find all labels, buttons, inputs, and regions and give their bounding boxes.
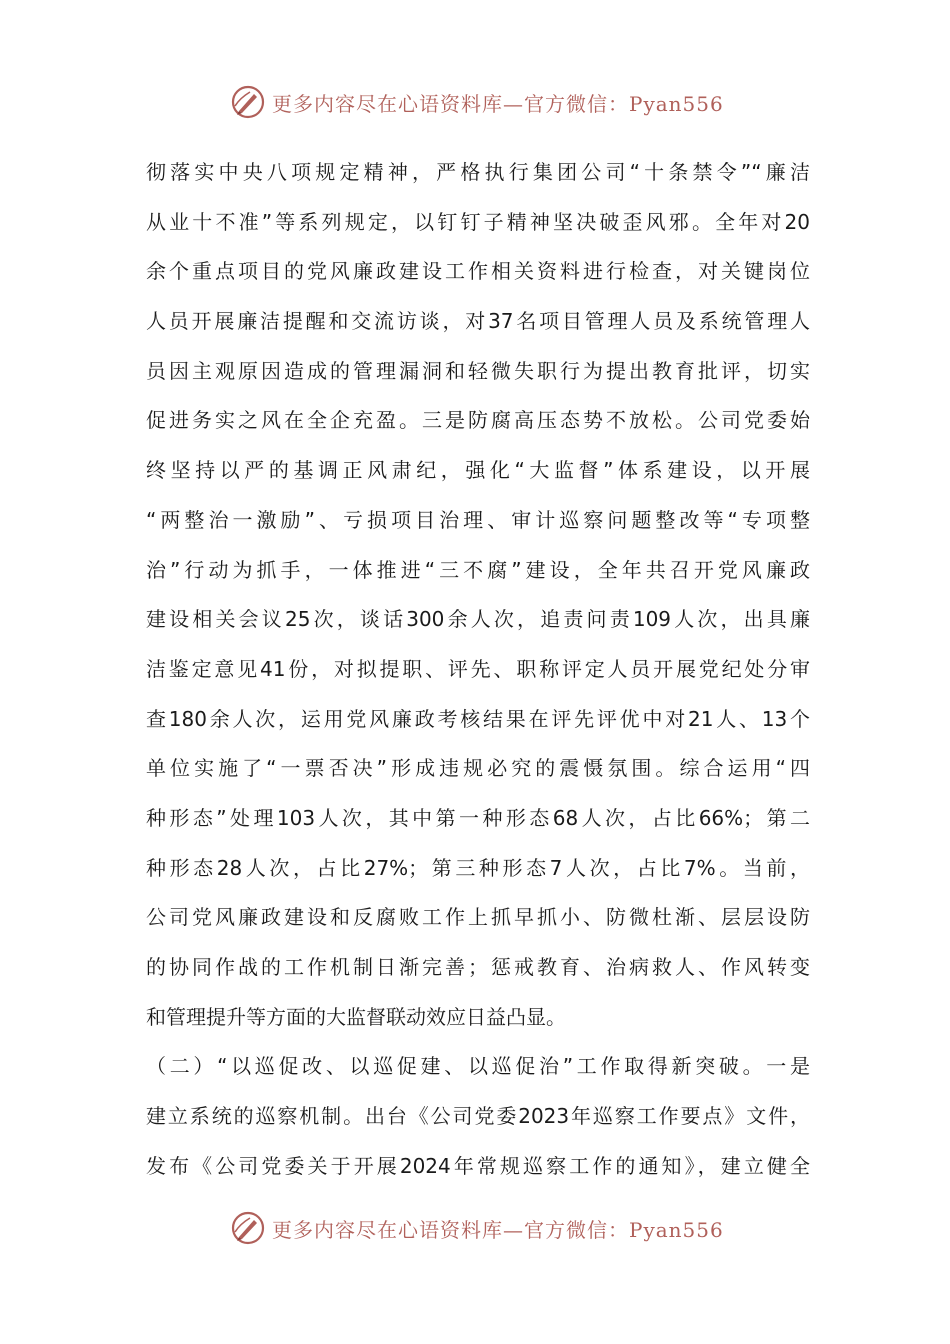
paragraph-line: 终坚持以严的基调正风肃纪，强化“大监督”体系建设，以开展 (146, 458, 810, 483)
paragraph-line: 彻落实中央八项规定精神，严格执行集团公司“十条禁令”“廉洁 (146, 160, 810, 184)
paragraph-line: 单位实施了“一票否决”形成违规必究的震慑氛围。综合运用“四 (146, 756, 810, 781)
footer-banner-text: 更多内容尽在心语资料库—官方微信：Pyan556 (272, 1217, 724, 1242)
paragraph-line: 的协同作战的工作机制日渐完善；惩戒教育、治病救人、作风转变 (146, 955, 810, 979)
header-banner-text: 更多内容尽在心语资料库—官方微信：Pyan556 (272, 91, 724, 116)
paragraph-line: 和管理提升等方面的大监督联动效应日益凸显。 (146, 1004, 566, 1029)
paragraph-line: 从业十不准”等系列规定，以钉钉子精神坚决破歪风邪。全年对20 (146, 209, 810, 234)
paragraph-line: 查180余人次，运用党风廉政考核结果在评先评优中对21人、13个 (146, 706, 810, 731)
paragraph-line: 种形态”处理103人次，其中第一种形态68人次，占比66%；第二 (146, 805, 810, 830)
paragraph-line: 洁鉴定意见41份，对拟提职、评先、职称评定人员开展党纪处分审 (146, 656, 810, 681)
section-heading-line: （二）“以巡促改、以巡促建、以巡促治”工作取得新突破。一是 (146, 1054, 810, 1079)
paragraph-line: 促进务实之风在全企充盈。三是防腐高压态势不放松。公司党委始 (146, 408, 810, 433)
header-watermark-banner (230, 82, 750, 122)
paragraph-line: 员因主观原因造成的管理漏洞和轻微失职行为提出教育批评，切实 (146, 358, 810, 383)
paragraph-line: 建设相关会议25次，谈话300余人次，追责问责109人次，出具廉 (146, 607, 810, 632)
paragraph-line: 治”行动为抓手，一体推进“三不腐”建设，全年共召开党风廉政 (146, 557, 810, 582)
paragraph-line: 建立系统的巡察机制。出台《公司党委2023年巡察工作要点》文件， (146, 1104, 810, 1129)
pen-logo-icon (230, 1210, 266, 1246)
paragraph-line: 余个重点项目的党风廉政建设工作相关资料进行检查，对关键岗位 (146, 259, 810, 284)
footer-watermark-banner (230, 1208, 750, 1248)
document-body (146, 148, 810, 1191)
paragraph-line: “两整治一激励”、亏损项目治理、审计巡察问题整改等“专项整 (146, 507, 810, 532)
paragraph-line: 公司党风廉政建设和反腐败工作上抓早抓小、防微杜渐、层层设防 (146, 905, 810, 930)
paragraph-line: 种形态28人次，占比27%；第三种形态7人次，占比7%。当前， (146, 855, 810, 880)
pen-logo-icon (230, 84, 266, 120)
paragraph-line: 人员开展廉洁提醒和交流访谈，对37名项目管理人员及系统管理人 (146, 309, 810, 334)
paragraph-line: 发布《公司党委关于开展2024年常规巡察工作的通知》，建立健全 (146, 1153, 810, 1178)
